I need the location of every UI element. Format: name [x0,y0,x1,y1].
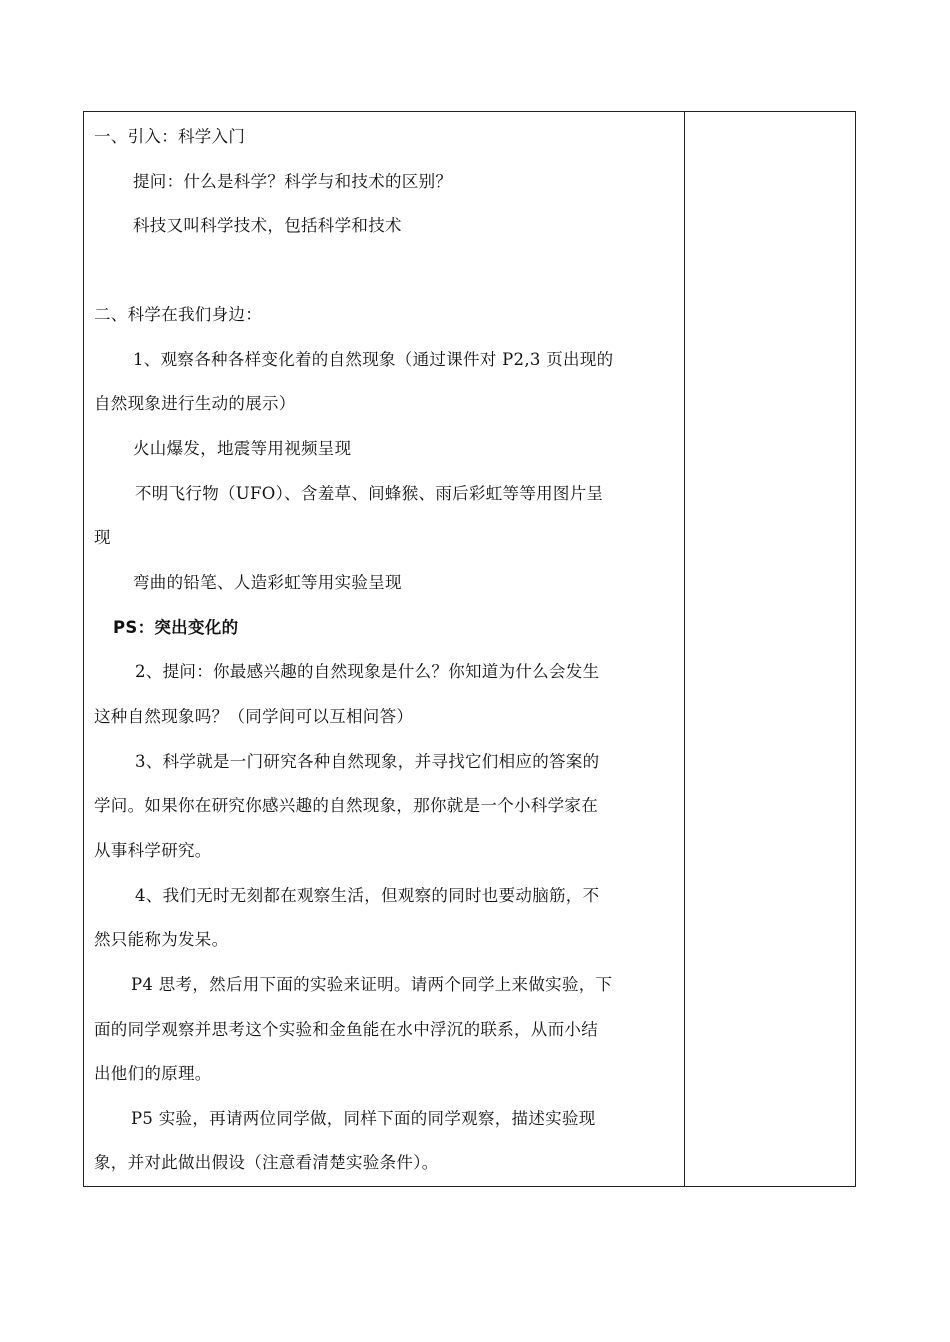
paragraph-line: 象，并对此做出假设（注意看清楚实验条件）。 [94,1153,439,1172]
paragraph-line: 出他们的原理。 [94,1064,212,1083]
paragraph-line: 4、我们无时无刻都在观察生活，但观察的同时也要动脑筋，不 [135,886,600,905]
paragraph-line: 2、提问：你最感兴趣的自然现象是什么？你知道为什么会发生 [135,662,600,681]
paragraph-line: 科技又叫科学技术，包括科学和技术 [133,216,402,235]
paragraph-line: 自然现象进行生动的展示） [94,394,296,413]
paragraph-line: 弯曲的铅笔、人造彩虹等用实验呈现 [133,573,402,592]
paragraph-line: 现 [94,528,111,547]
notes-cell [685,112,855,1186]
paragraph-line: 不明飞行物（UFO）、含羞草、间蜂猴、雨后彩虹等等用图片呈 [135,484,604,503]
paragraph-line: 面的同学观察并思考这个实验和金鱼能在水中浮沉的联系，从而小结 [94,1020,598,1039]
paragraph-line: P5 实验，再请两位同学做，同样下面的同学观察，描述实验现 [131,1109,596,1128]
paragraph-line: 然只能称为发呆。 [94,930,229,949]
section-heading-science: 二、科学在我们身边： [94,305,262,324]
paragraph-line: P4 思考，然后用下面的实验来证明。请两个同学上来做实验，下 [131,975,613,994]
paragraph-line: 提问：什么是科学？科学与和技术的区别？ [133,172,453,191]
paragraph-line: 1、观察各种各样变化着的自然现象（通过课件对 P2,3 页出现的 [133,350,614,369]
ps-note: PS：突出变化的 [113,618,239,637]
section-heading-intro: 一、引入：科学入门 [94,127,246,146]
paragraph-line: 火山爆发，地震等用视频呈现 [133,439,352,458]
paragraph-line: 学问。如果你在研究你感兴趣的自然现象，那你就是一个小科学家在 [94,796,598,815]
paragraph-line: 从事科学研究。 [94,841,212,860]
lesson-table [83,111,856,1187]
paragraph-line: 3、科学就是一门研究各种自然现象，并寻找它们相应的答案的 [135,752,600,771]
paragraph-line: 这种自然现象吗？（同学间可以互相问答） [94,707,414,726]
